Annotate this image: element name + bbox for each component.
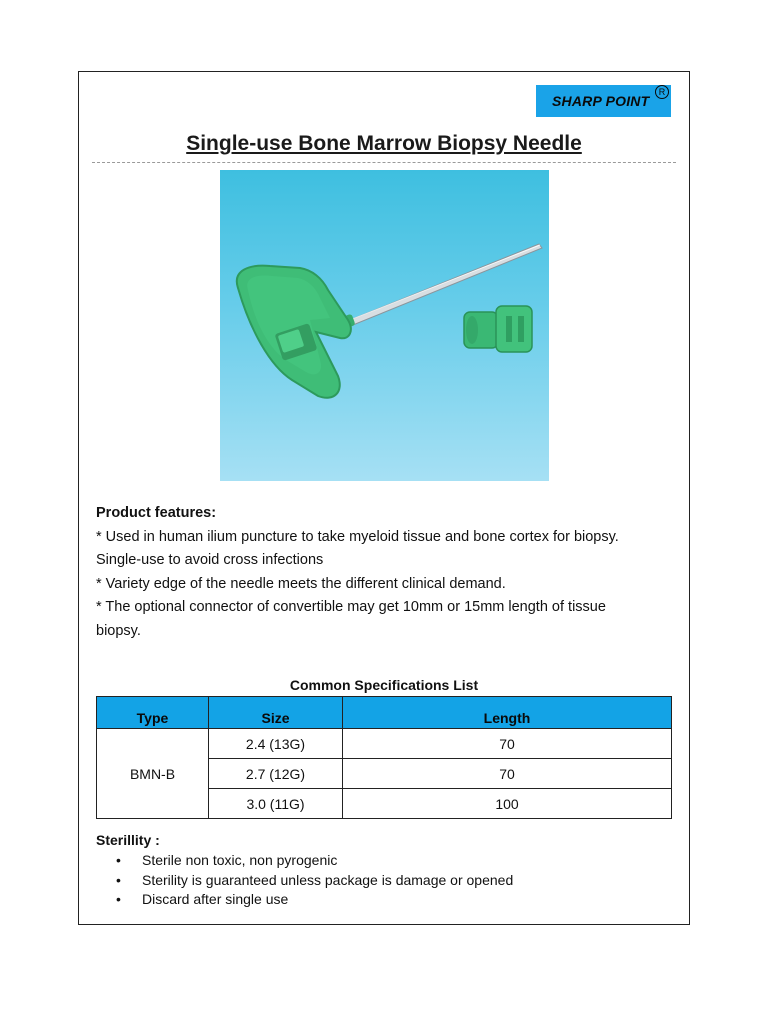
feature-line: biopsy. — [96, 622, 141, 639]
length-cell: 70 — [343, 759, 672, 789]
document-title: Single-use Bone Marrow Biopsy Needle — [186, 132, 582, 155]
sterility-heading: Sterillity : — [96, 832, 160, 848]
size-cell: 3.0 (11G) — [209, 789, 343, 819]
column-header-size: Size — [209, 697, 343, 729]
spec-table — [96, 696, 672, 819]
features-heading: Product features: — [96, 505, 217, 521]
column-header-type: Type — [97, 697, 209, 729]
feature-line: Single-use to avoid cross infections — [96, 552, 324, 568]
list-item: • Discard after single use — [142, 890, 513, 910]
product-features — [96, 502, 666, 643]
spec-table-caption: Common Specifications List — [289, 677, 479, 693]
size-cell: 2.4 (13G) — [209, 729, 343, 759]
brand-logo — [536, 85, 671, 117]
type-cell: BMN-B — [97, 729, 209, 819]
biopsy-needle-illustration — [220, 170, 549, 481]
brand-logo-text: SHARP POINT — [552, 93, 650, 109]
table-row — [97, 729, 672, 759]
length-cell: 100 — [343, 789, 672, 819]
feature-line: * Used in human ilium puncture to take myeloid tissue and bone cortex for biopsy. — [96, 528, 619, 545]
dashed-divider — [92, 162, 676, 163]
registered-mark: R — [655, 85, 669, 99]
list-item: • Sterile non toxic, non pyrogenic — [142, 851, 513, 871]
table-header-row — [97, 697, 672, 729]
product-photo — [220, 170, 549, 481]
length-cell: 70 — [343, 729, 672, 759]
feature-line: * The optional connector of convertible may get 10mm or 15mm length of tissue — [96, 599, 606, 615]
feature-line: * Variety edge of the needle meets the different clinical demand. — [96, 575, 506, 592]
size-cell: 2.7 (12G) — [209, 759, 343, 789]
column-header-length: Length — [343, 697, 672, 729]
list-item: • Sterility is guaranteed unless package is damage or opened — [142, 871, 513, 891]
sterility-list — [96, 851, 513, 910]
